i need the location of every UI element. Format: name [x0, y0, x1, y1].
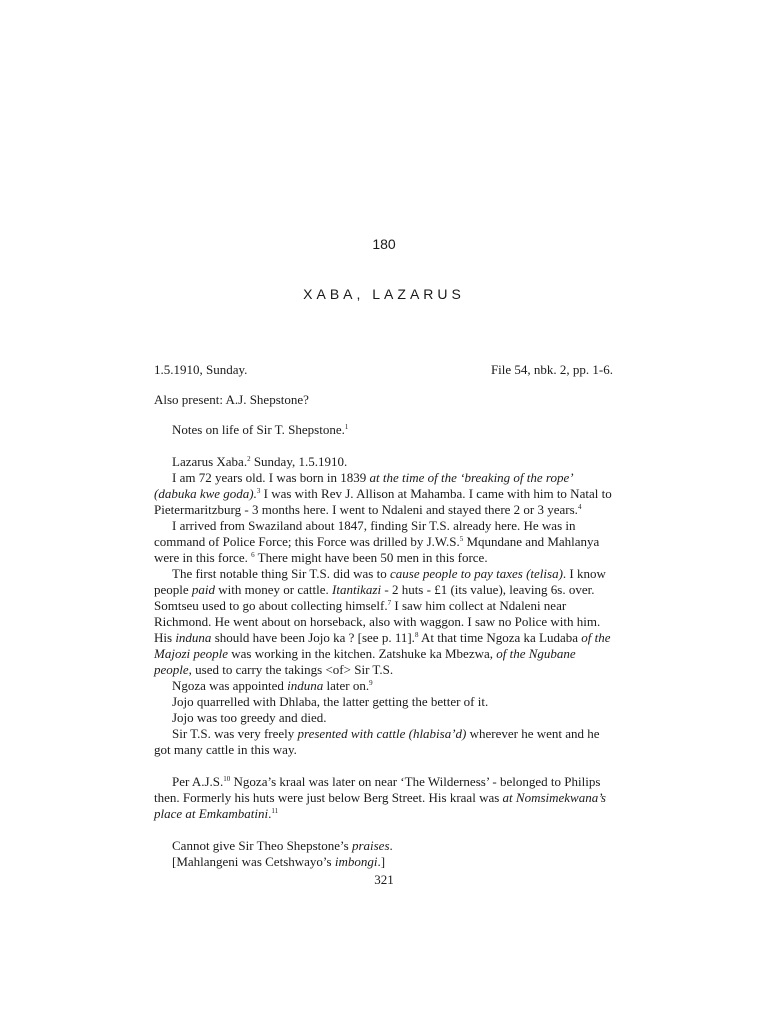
- file-reference: File 54, nbk. 2, pp. 1-6.: [490, 362, 613, 377]
- footnote-ref: 10: [223, 775, 231, 783]
- also-present-line: Also present: A.J. Shepstone?: [154, 392, 309, 407]
- paragraph: Jojo was too greedy and died.: [172, 710, 327, 725]
- footnote-ref: 4: [577, 503, 582, 511]
- paragraph: Notes on life of Sir T. Shepstone.$^1$: [172, 422, 349, 437]
- footnote-ref: 11: [271, 807, 279, 815]
- paragraph: The first notable thing Sir T.S. did was to cause people to pay taxes (telisa). I know people paid with money or cattle. Itantikazi - 2 huts - £1 (its value), leaving 6s. over. Somtseu used to go about collecting himself.$^7$ I saw him collect at Ndaleni near Richmond. He went about on horseback, also with waggon. I saw no Police with him. His induna should have been Jojo ka ? [see p. 11].$^8$ At that time Ngoza ka Ludaba of the Majozi people was working in the kitchen. Zatshuke ka Mbezwa, of the Ngubane people, used to carry the takings <of> Sir T.S.: [154, 566, 611, 677]
- paragraph: Jojo quarrelled with Dhlaba, the latter getting the better of it.: [172, 694, 489, 709]
- footnote-ref: 1: [344, 423, 349, 431]
- footnote-ref: 8: [414, 631, 419, 639]
- footnote-ref: 6: [251, 551, 255, 559]
- chapter-title: XABA, LAZARUS: [303, 286, 465, 302]
- footnote-ref: 5: [459, 535, 464, 543]
- paragraph: Lazarus Xaba.$^2$ Sunday, 1.5.1910.: [172, 454, 348, 469]
- footnote-ref: 7: [387, 599, 392, 607]
- body-text: [154, 422, 614, 870]
- paragraph: I am 72 years old. I was born in 1839 at the time of the ‘breaking of the rope’ (dabuka kwe goda).$^3$ I was with Rev J. Allison at Mahamba. I came with him to Natal to Pietermaritzburg - 3 months here. I went to Ndaleni and stayed there 2 or 3 years.$^4$: [154, 470, 612, 517]
- footnote-ref: 2: [247, 455, 251, 463]
- footnote-ref: 9: [369, 679, 373, 687]
- paragraph: I arrived from Swaziland about 1847, finding Sir T.S. already here. He was in command of Police Force; this Force was drilled by J.W.S.$^5$ Mqundane and Mahlanya were in this force. $^6$ There might have been 50 men in this force.: [154, 518, 600, 565]
- paragraph: [Mahlangeni was Cetshwayo’s imbongi.]: [172, 854, 386, 869]
- paragraph: Cannot give Sir Theo Shepstone’s praises.: [172, 838, 393, 853]
- interview-date: 1.5.1910, Sunday.: [154, 362, 248, 377]
- paragraph: Sir T.S. was very freely presented with cattle (hlabisa’d) wherever he went and he got many cattle in this way.: [154, 726, 600, 757]
- paragraph: Per A.J.S.$^{10}$ Ngoza’s kraal was later on near ‘The Wilderness’ - belonged to Philips then. Formerly his huts were just below Berg Street. His kraal was at Nomsimekwana’s place at Emkambatini.$^{11}$: [154, 774, 606, 821]
- chapter-number: 180: [372, 236, 396, 252]
- footnote-ref: 3: [256, 487, 261, 495]
- page-number: 321: [374, 872, 394, 887]
- paragraph: Ngoza was appointed induna later on.$^9$: [172, 678, 373, 693]
